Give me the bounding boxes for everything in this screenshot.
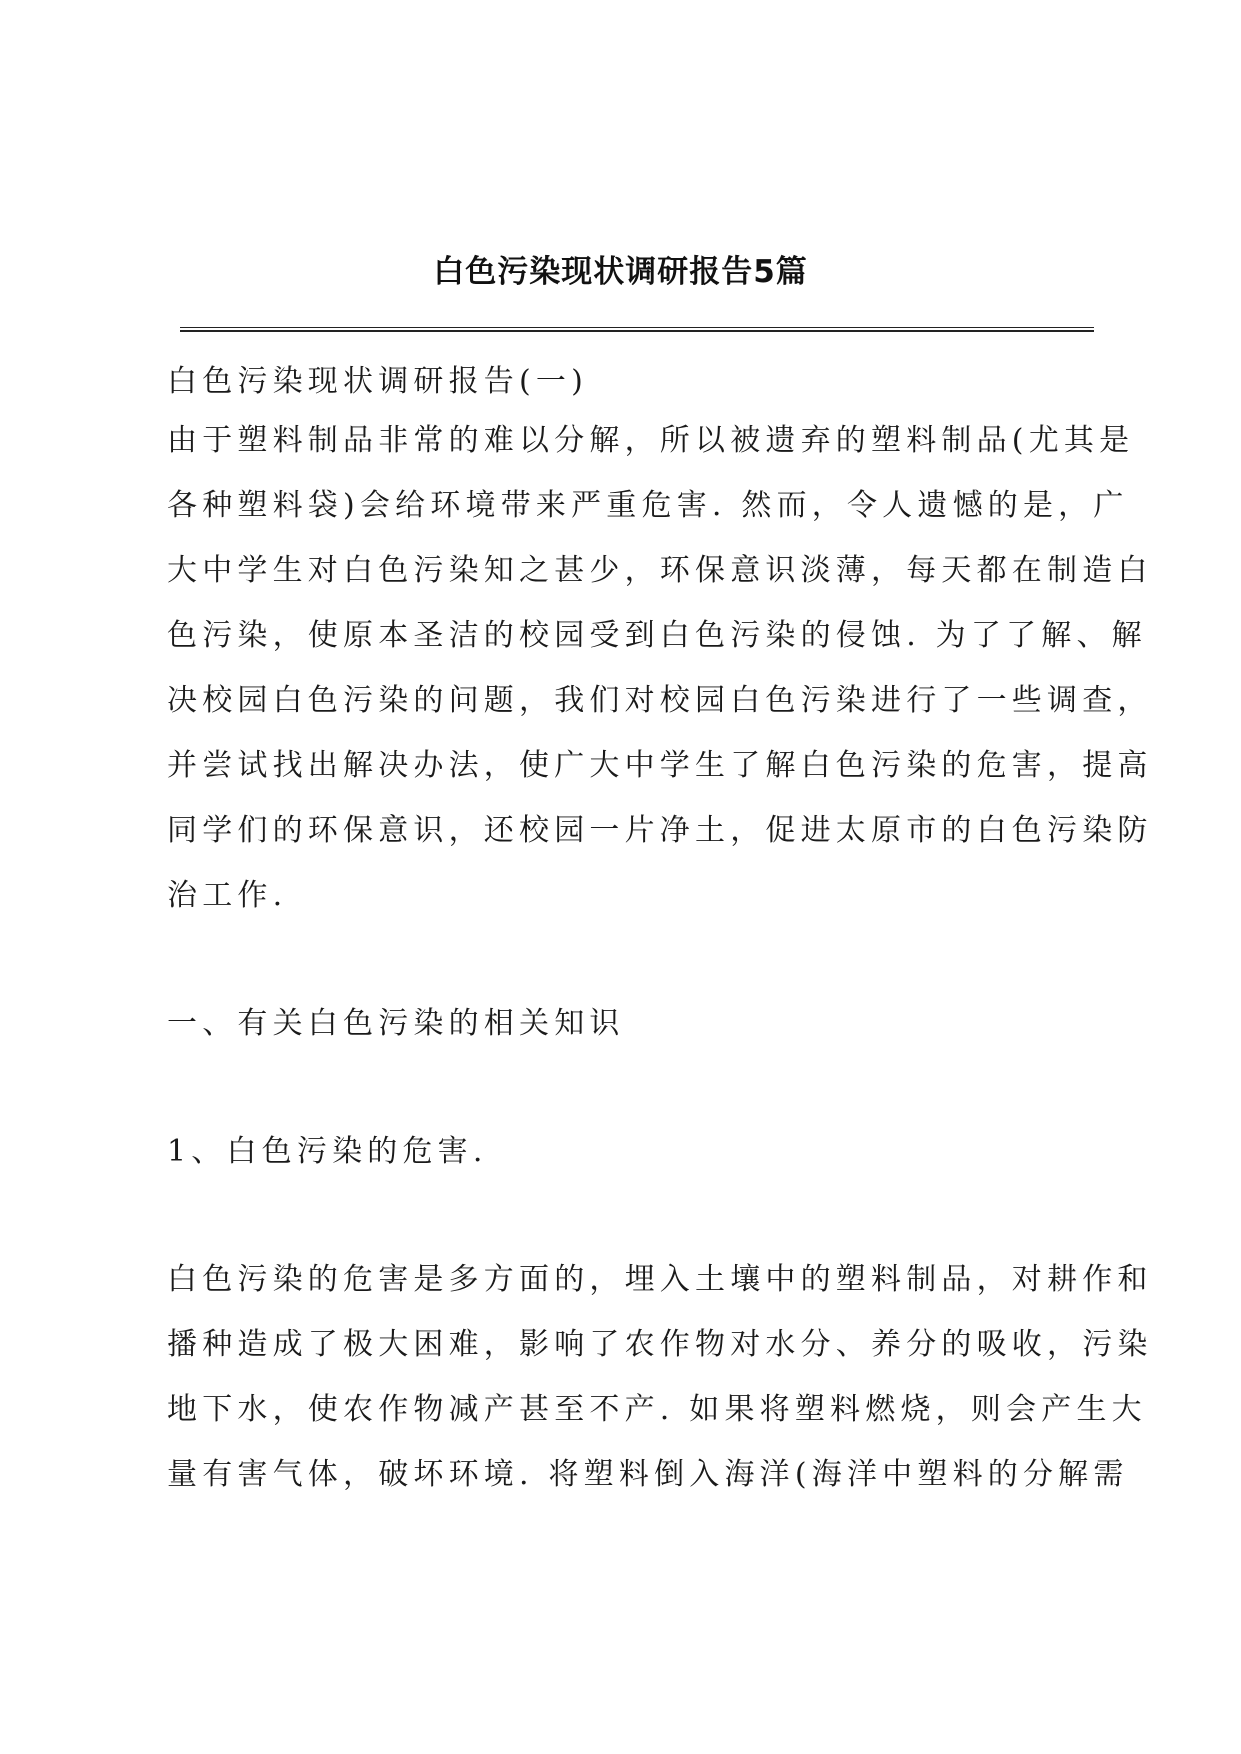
report-subtitle: 白色污染现状调研报告(一) [167,364,589,399]
paragraph-spacer [167,1056,1087,1119]
paragraph-spacer [167,928,1087,991]
document-body [167,356,1153,1507]
paragraph-spacer [167,1184,1087,1247]
paragraph-line: 同学们的环保意识，还校园一片净土，促进太原市的白色污染防 [167,813,1153,848]
paragraph-line: 由于塑料制品非常的难以分解，所以被遗弃的塑料制品(尤其是 [167,423,1135,458]
title-double-rule [180,327,1094,332]
paragraph-line: 量有害气体，破坏环境. 将塑料倒入海洋(海洋中塑料的分解需 [167,1457,1129,1492]
body-paragraph [167,1247,1153,1507]
subsection-heading: 1、白色污染的危害. [167,1134,488,1169]
intro-paragraph [167,408,1153,928]
section-heading: 一、有关白色污染的相关知识 [167,1006,625,1041]
paragraph-line: 播种造成了极大困难，影响了农作物对水分、养分的吸收，污染 [167,1327,1153,1362]
paragraph-line: 治工作. [167,878,288,913]
document-title: 白色污染现状调研报告5篇 [433,254,808,290]
paragraph-line: 地下水，使农作物减产甚至不产. 如果将塑料燃烧，则会产生大 [167,1392,1147,1427]
paragraph-line: 各种塑料袋)会给环境带来严重危害. 然而，令人遗憾的是，广 [167,488,1129,523]
paragraph-line: 白色污染的危害是多方面的，埋入土壤中的塑料制品，对耕作和 [167,1262,1153,1297]
paragraph-line: 色污染，使原本圣洁的校园受到白色污染的侵蚀. 为了了解、解 [167,618,1147,653]
paragraph-line: 并尝试找出解决办法，使广大中学生了解白色污染的危害，提高 [167,748,1153,783]
paragraph-line: 决校园白色污染的问题，我们对校园白色污染进行了一些调查， [167,683,1153,718]
paragraph-line: 大中学生对白色污染知之甚少，环保意识淡薄，每天都在制造白 [167,553,1153,588]
